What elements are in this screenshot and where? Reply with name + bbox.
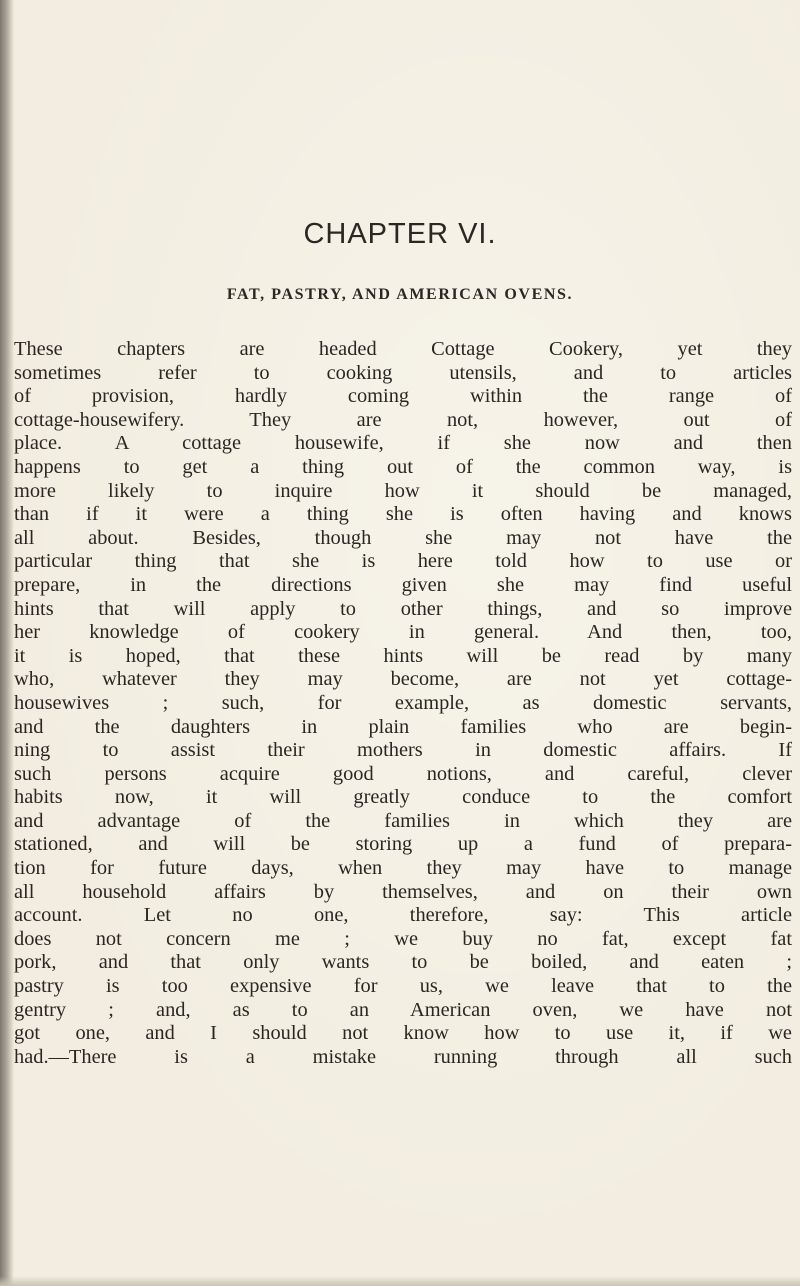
text-line: pastry is too expensive for us, we leave that to the — [14, 975, 792, 998]
text-line: sometimes refer to cooking utensils, and to articles — [14, 361, 792, 384]
text-line: and advantage of the families in which they are — [14, 809, 792, 832]
text-line: her knowledge of cookery in general. And then, too, — [14, 621, 792, 644]
page-bottom-edge — [0, 1276, 800, 1286]
text-line: more likely to inquire how it should be managed, — [14, 479, 792, 502]
text-line: than if it were a thing she is often having and knows — [14, 503, 792, 526]
text-line: happens to get a thing out of the common way, is — [14, 455, 792, 478]
text-line: stationed, and will be storing up a fund of prepara- — [14, 833, 792, 856]
text-line: tion for future days, when they may have to manage — [14, 857, 792, 880]
text-line: and the daughters in plain families who are begin- — [14, 715, 792, 738]
text-line: all about. Besides, though she may not have the — [14, 526, 792, 549]
text-line: had.—There is a mistake running through all such — [14, 1045, 792, 1068]
text-line: account. Let no one, therefore, say: This article — [14, 904, 792, 927]
text-line: pork, and that only wants to be boiled, and eaten ; — [14, 951, 792, 974]
text-line: gentry ; and, as to an American oven, we have not — [14, 998, 792, 1021]
text-line: it is hoped, that these hints will be read by many — [14, 644, 792, 667]
text-line: cottage-housewifery. They are not, however, out of — [14, 408, 792, 431]
page-spine-shadow — [0, 0, 14, 1286]
text-line: who, whatever they may become, are not yet cottage- — [14, 668, 792, 691]
text-line: all household affairs by themselves, and on their own — [14, 880, 792, 903]
text-line: got one, and I should not know how to use it, if we — [14, 1022, 792, 1045]
chapter-title: CHAPTER VI. — [303, 218, 497, 250]
text-line: prepare, in the directions given she may find useful — [14, 573, 792, 596]
chapter-subtitle: FAT, PASTRY, AND AMERICAN OVENS. — [226, 286, 574, 303]
text-line: place. A cottage housewife, if she now and then — [14, 432, 792, 455]
text-line: of provision, hardly coming within the range of — [14, 385, 792, 408]
text-line: ning to assist their mothers in domestic affairs. If — [14, 739, 792, 762]
text-line: such persons acquire good notions, and careful, clever — [14, 762, 792, 785]
text-line: habits now, it will greatly conduce to the comfort — [14, 786, 792, 809]
text-line: These chapters are headed Cottage Cookery, yet they — [14, 338, 792, 360]
body-text — [14, 338, 800, 1069]
text-line: housewives ; such, for example, as domestic servants, — [14, 691, 792, 714]
text-line: particular thing that she is here told how to use or — [14, 550, 792, 573]
text-line: does not concern me ; we buy no fat, except fat — [14, 927, 792, 950]
text-line: hints that will apply to other things, and so improve — [14, 597, 792, 620]
